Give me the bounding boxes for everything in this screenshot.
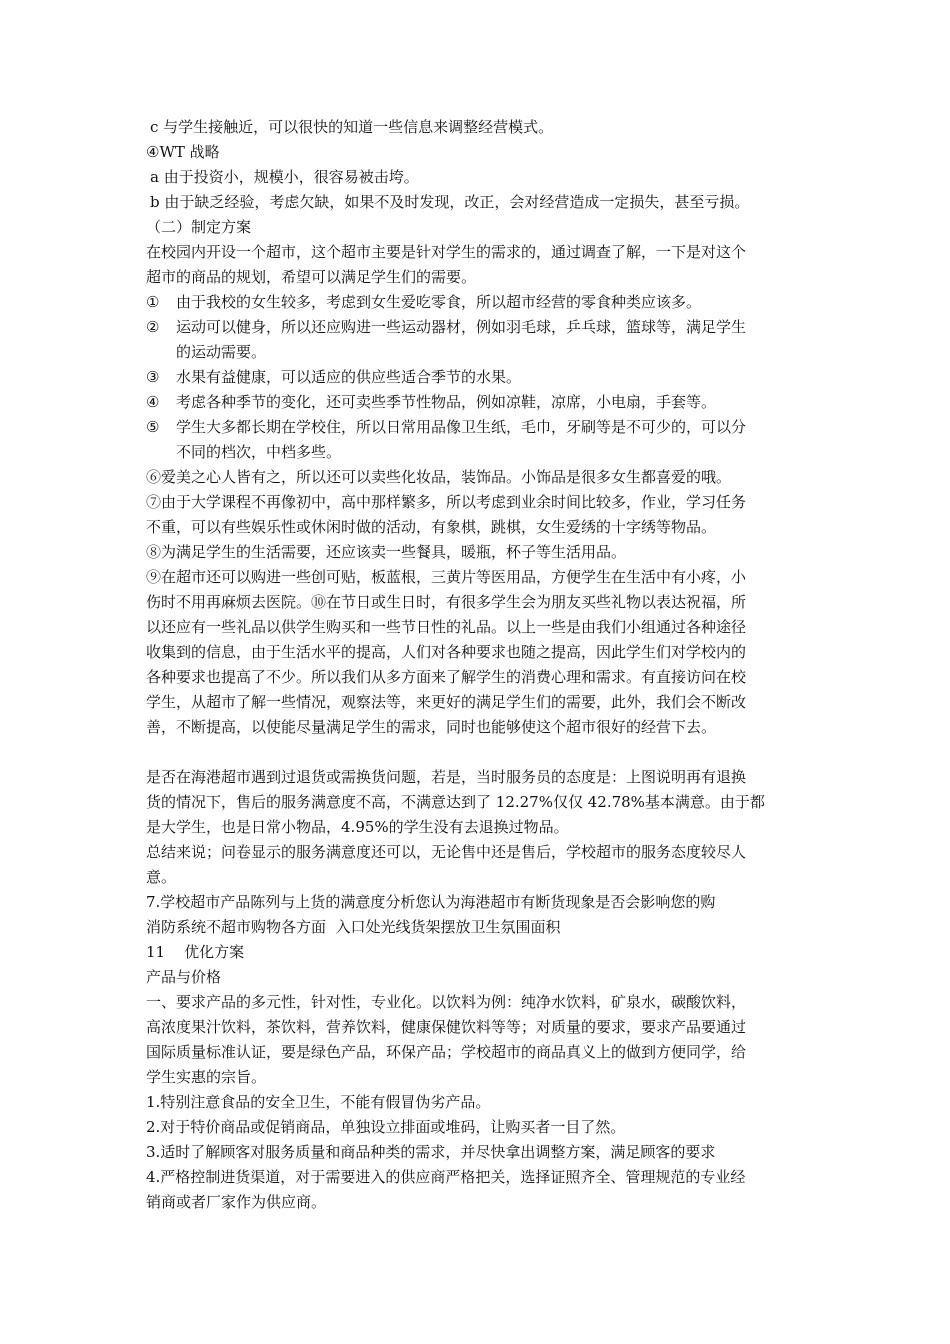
numbered-line: 2.对于特价商品或促销商品，单独设立排面或堆码，让购买者一目了然。: [146, 1118, 626, 1136]
paragraph-line: 是否在海港超市遇到过退货或需换货问题，若是，当时服务员的态度是：上图说明再有退换: [146, 768, 747, 786]
paragraph-line: 货的情况下，售后的服务满意度不高，不满意达到了 12.27%仅仅 42.78%基本满意。由于都: [146, 793, 765, 811]
numbered-line: 1.特别注意食品的安全卫生，不能有假冒伪劣产品。: [146, 1093, 491, 1111]
paragraph-line: 伤时不用再麻烦去医院。⑩在节日或生日时，有很多学生会为朋友买些礼物以表达祝福，所: [146, 593, 747, 611]
paragraph-line: 学生，从超市了解一些情况，观察法等，来更好的满足学生们的需要，此外，我们会不断改: [146, 693, 747, 711]
paragraph-line: ⑧为满足学生的生活需要，还应该卖一些餐具，暖瓶，杯子等生活用品。: [146, 543, 627, 561]
list-item: 运动可以健身，所以还应购进一些运动器材，例如羽毛球，乒乓球，篮球等，满足学生: [176, 318, 747, 336]
paragraph-line: ⑨在超市还可以购进一些创可贴，板蓝根，三黄片等医用品，方便学生在生活中有小疼，小: [146, 568, 747, 586]
paragraph-line: 意。: [146, 868, 177, 886]
paragraph-line: 善，不断提高，以使能尽量满足学生的需求，同时也能够使这个超市很好的经营下去。: [146, 718, 717, 736]
paragraph-line: ⑥爱美之心人皆有之，所以还可以卖些化妆品，装饰品。小饰品是很多女生都喜爱的哦。: [146, 468, 732, 486]
paragraph-line: 国际质量标准认证，要是绿色产品，环保产品；学校超市的商品真义上的做到方便同学，给: [146, 1043, 747, 1061]
list-item-continued: 的运动需要。: [176, 343, 267, 361]
list-item: 由于我校的女生较多，考虑到女生爱吃零食，所以超市经营的零食种类应该多。: [176, 293, 702, 311]
paragraph-line: 是大学生，也是日常小物品，4.95%的学生没有去退换过物品。: [146, 818, 569, 836]
list-number: ①: [146, 293, 160, 311]
paragraph-line: 各种要求也提高了不少。所以我们从多方面来了解学生的消费心理和需求。有直接访问在校: [146, 668, 747, 686]
paragraph-line: 一、要求产品的多元性，针对性，专业化。以饮料为例：纯净水饮料，矿泉水，碳酸饮料，: [146, 993, 747, 1011]
numbered-line: 3.适时了解顾客对服务质量和商品种类的需求，并尽快拿出调整方案，满足顾客的要求: [146, 1143, 716, 1161]
numbered-line: 销商或者厂家作为供应商。: [146, 1193, 327, 1211]
list-item: 学生大多都长期在学校住，所以日常用品像卫生纸，毛巾，牙刷等是不可少的，可以分: [176, 418, 747, 436]
section-heading: 11 优化方案: [146, 943, 245, 961]
paragraph-line: 高浓度果汁饮料，茶饮料，营养饮料，健康保健饮料等等；对质量的要求，要求产品要通过: [146, 1018, 747, 1036]
text-line: a 由于投资小，规模小，很容易被击垮。: [150, 168, 419, 186]
text-line: c 与学生接触近，可以很快的知道一些信息来调整经营模式。: [150, 118, 554, 136]
paragraph-line: 以还应有一些礼品以供学生购买和一些节日性的礼品。以上一些是由我们小组通过各种途径: [146, 618, 747, 636]
paragraph-line: 学生实惠的宗旨。: [146, 1068, 267, 1086]
paragraph-line: 收集到的信息，由于生活水平的提高，人们对各种要求也随之提高，因此学生们对学校内的: [146, 643, 747, 661]
list-number: ③: [146, 368, 160, 386]
list-item: 考虑各种季节的变化，还可卖些季节性物品，例如凉鞋，凉席，小电扇，手套等。: [176, 393, 717, 411]
paragraph-line: 总结来说；问卷显示的服务满意度还可以，无论售中还是售后，学校超市的服务态度较尽人: [146, 843, 747, 861]
list-number: ②: [146, 318, 160, 336]
paragraph-line: 在校园内开设一个超市，这个超市主要是针对学生的需求的，通过调查了解，一下是对这个: [146, 243, 747, 261]
subsection-heading: 产品与价格: [146, 968, 222, 986]
paragraph-line: 不重，可以有些娱乐性或休闲时做的活动，有象棋，跳棋，女生爱绣的十字绣等物品。: [146, 518, 717, 536]
section-heading: （二）制定方案: [146, 218, 252, 236]
list-item-continued: 不同的档次，中档多些。: [176, 443, 342, 461]
text-line: b 由于缺乏经验，考虑欠缺，如果不及时发现，改正，会对经营造成一定损失，甚至亏损。: [150, 193, 750, 211]
list-item: 水果有益健康，可以适应的供应些适合季节的水果。: [176, 368, 522, 386]
paragraph-line: 7.学校超市产品陈列与上货的满意度分析您认为海港超市有断货现象是否会影响您的购: [146, 893, 716, 911]
list-number: ④: [146, 393, 160, 411]
paragraph-line: ⑦由于大学课程不再像初中，高中那样繁多，所以考虑到业余时间比较多，作业，学习任务: [146, 493, 747, 511]
numbered-line: 4.严格控制进货渠道，对于需要进入的供应商严格把关，选择证照齐全、管理规范的专业经: [146, 1168, 746, 1186]
heading-wt-strategy: ④WT 战略: [146, 143, 220, 161]
list-number: ⑤: [146, 418, 160, 436]
paragraph-line: 消防系统不超市购物各方面 入口处光线货架摆放卫生氛围面积: [146, 918, 561, 936]
paragraph-line: 超市的商品的规划，希望可以满足学生们的需要。: [146, 268, 477, 286]
